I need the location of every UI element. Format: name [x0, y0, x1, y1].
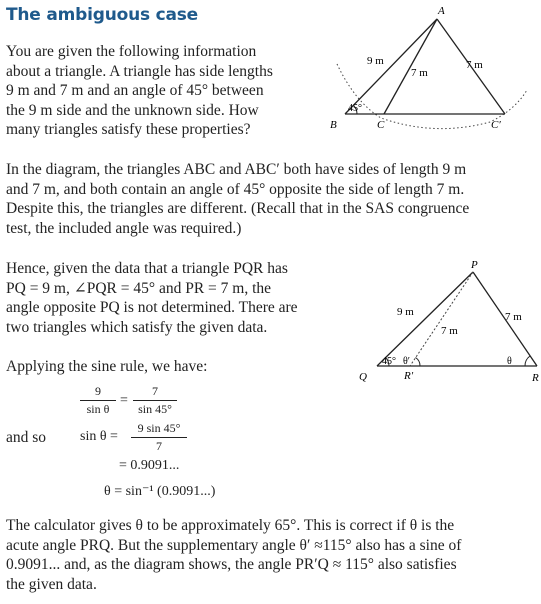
pqr-diagram — [325, 258, 539, 388]
explanation-paragraph — [6, 160, 536, 238]
eq1-rhs-numerator: 7 — [133, 384, 177, 401]
explanation-line: Despite this, the triangles are different. (Recall that in the SAS congruence — [6, 200, 470, 217]
side-qp — [377, 272, 473, 366]
eq2-denominator: 7 — [156, 439, 162, 453]
pqr-paragraph — [6, 259, 346, 337]
vertex-label-c-prime: C′ — [491, 119, 501, 131]
eq4-theta: θ = sin⁻¹ (0.9091...) — [104, 484, 216, 499]
vertex-label-a: A — [438, 5, 445, 17]
side-label-7m-outer: 7 m — [466, 59, 483, 71]
pqr-line: angle opposite PQ is not determined. There are — [6, 299, 298, 316]
vertex-label-b: B — [330, 119, 337, 131]
intro-line: the 9 m side and the unknown side. How — [6, 101, 259, 119]
explanation-line: and 7 m, and both contain an angle of 45° opposite the side of length 7 m. — [6, 180, 465, 198]
eq3-result: = 0.9091... — [119, 458, 180, 473]
eq1-lhs-fraction — [80, 384, 116, 417]
vertex-label-p: P — [471, 259, 478, 271]
side-label-9m: 9 m — [397, 306, 414, 318]
conclusion-paragraph — [6, 516, 536, 594]
conclusion-line: 0.9091... and, as the diagram shows, the angle PR′Q ≈ 115° also satisfies — [6, 556, 457, 573]
section-heading: The ambiguous case — [6, 5, 199, 25]
pqr-line: PQ = 9 m, ∠PQR = 45° and PR = 7 m, the — [6, 279, 272, 297]
conclusion-line: the given data. — [6, 575, 97, 593]
intro-paragraph — [6, 42, 326, 140]
pqr-line: two triangles which satisfy the given data. — [6, 318, 268, 336]
eq2-numerator: 9 sin 45° — [131, 421, 187, 438]
eq1-lhs-denominator: sin θ — [86, 402, 110, 416]
angle-label-theta-prime: θ′ — [403, 356, 410, 367]
ambiguous-case-diagram — [325, 2, 539, 142]
vertex-label-c: C — [377, 119, 385, 131]
side-pr-prime — [410, 272, 473, 366]
intro-line: about a triangle. A triangle has side lengths — [6, 62, 273, 80]
eq2-fraction — [131, 421, 187, 454]
angle-arc-r — [525, 356, 530, 366]
eq1-equals: = — [120, 393, 128, 408]
eq1-lhs-numerator: 9 — [80, 384, 116, 401]
angle-label-45: 45° — [382, 356, 396, 367]
side-label-7m-inner: 7 m — [441, 325, 458, 337]
pqr-line: Hence, given the data that a triangle PQR has — [6, 260, 288, 277]
vertex-label-r-prime: R′ — [404, 370, 414, 382]
explanation-line: test, the included angle was required.) — [6, 219, 242, 237]
angle-label-theta: θ — [507, 356, 512, 367]
conclusion-line: The calculator gives θ to be approximately 65°. This is correct if θ is the — [6, 517, 455, 534]
vertex-label-r: R — [532, 372, 539, 384]
intro-line: 9 m and 7 m and an angle of 45° between — [6, 82, 264, 99]
angle-arc-r-prime — [416, 358, 421, 367]
intro-line: You are given the following information — [6, 43, 257, 60]
angle-label-45: 45° — [348, 103, 362, 114]
eq2-lhs: sin θ = — [80, 429, 118, 444]
eq1-rhs-denominator: sin 45° — [138, 402, 172, 416]
vertex-label-q: Q — [359, 371, 367, 383]
sine-rule-intro: Applying the sine rule, we have: — [6, 358, 208, 375]
side-label-7m-outer: 7 m — [505, 311, 522, 323]
side-label-9m: 9 m — [367, 55, 384, 67]
intro-line: many triangles satisfy these properties? — [6, 121, 251, 138]
side-label-7m-inner: 7 m — [411, 67, 428, 79]
conclusion-line: acute angle PRQ. But the supplementary angle θ′ ≈115° also has a sine of — [6, 536, 462, 554]
explanation-line: In the diagram, the triangles ABC and ABC′ both have sides of length 9 m — [6, 161, 467, 178]
and-so-label: and so — [6, 429, 47, 446]
eq1-rhs-fraction — [133, 384, 177, 417]
